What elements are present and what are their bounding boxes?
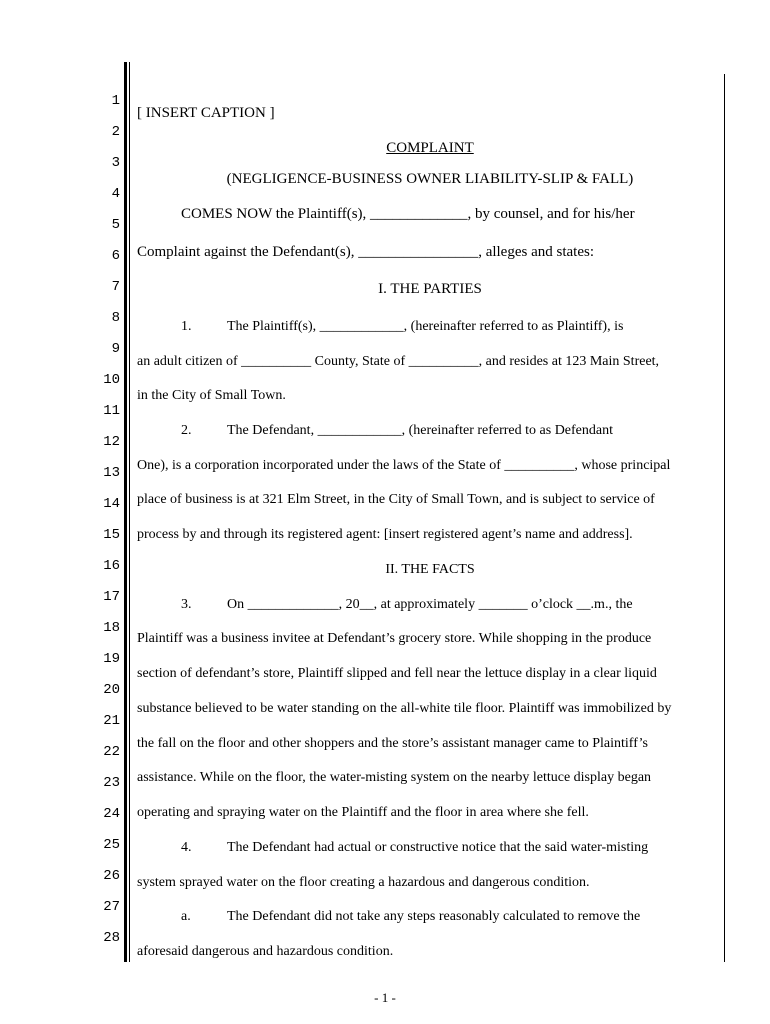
paragraph-3-line-6: assistance. While on the floor, the water-misting system on the nearby lettuce display began [137, 770, 652, 785]
line-number: 3 [111, 155, 120, 171]
subparagraph-a-line-2: aforesaid dangerous and hazardous condition. [137, 944, 394, 959]
line-number: 21 [103, 713, 120, 729]
section-heading-facts: II. THE FACTS [385, 562, 475, 577]
paragraph-3-line-4: substance believed to be water standing on the all-white tile floor. Plaintiff was immobilized by [137, 701, 672, 716]
paragraph-2-number: 2. [181, 423, 192, 438]
line-number: 8 [111, 310, 120, 326]
line-number: 7 [111, 279, 120, 295]
line-number: 19 [103, 651, 120, 667]
line-number: 26 [103, 868, 120, 884]
paragraph-3-line-7: operating and spraying water on the Plaintiff and the floor in area where she fell. [137, 805, 589, 820]
caption-placeholder: [ INSERT CAPTION ] [137, 105, 275, 121]
line-number: 25 [103, 837, 120, 853]
line-number: 28 [103, 930, 120, 946]
document-subtitle: (NEGLIGENCE-BUSINESS OWNER LIABILITY-SLIP & FALL) [226, 171, 634, 187]
line-number: 12 [103, 434, 120, 450]
paragraph-4-line-2: system sprayed water on the floor creating a hazardous and dangerous condition. [137, 875, 590, 890]
subparagraph-a-letter: a. [181, 909, 191, 924]
paragraph-1-line-1: The Plaintiff(s), ____________, (hereinafter referred to as Plaintiff), is [227, 319, 624, 334]
line-number: 5 [111, 217, 120, 233]
right-margin-rule [724, 74, 725, 962]
paragraph-1-line-3: in the City of Small Town. [137, 388, 286, 403]
line-number: 6 [111, 248, 120, 264]
line-number: 22 [103, 744, 120, 760]
intro-line-1: COMES NOW the Plaintiff(s), _____________, by counsel, and for his/her [181, 206, 635, 222]
line-number: 23 [103, 775, 120, 791]
line-number: 11 [103, 403, 120, 419]
paragraph-4-number: 4. [181, 840, 192, 855]
paragraph-2-line-2: One), is a corporation incorporated under the laws of the State of __________, whose principal [137, 458, 671, 473]
line-number: 2 [111, 124, 120, 140]
paragraph-4-line-1: The Defendant had actual or constructive notice that the said water-misting [227, 840, 649, 855]
line-number: 13 [103, 465, 120, 481]
paragraph-1-number: 1. [181, 319, 192, 334]
line-number: 1 [111, 93, 120, 109]
paragraph-3-line-5: the fall on the floor and other shoppers and the store’s assistant manager came to Plaintiff’s [137, 736, 648, 751]
line-number: 17 [103, 589, 120, 605]
paragraph-2-line-4: process by and through its registered agent: [insert registered agent’s name and address]. [137, 527, 633, 542]
line-number: 16 [103, 558, 120, 574]
line-number: 15 [103, 527, 120, 543]
line-number: 18 [103, 620, 120, 636]
paragraph-1-line-2: an adult citizen of __________ County, State of __________, and resides at 123 Main Street, [137, 354, 660, 369]
paragraph-3-number: 3. [181, 597, 192, 612]
paragraph-2-line-3: place of business is at 321 Elm Street, in the City of Small Town, and is subject to service of [137, 492, 655, 507]
line-number: 27 [103, 899, 120, 915]
paragraph-2-line-1: The Defendant, ____________, (hereinafter referred to as Defendant [227, 423, 613, 438]
paragraph-3-line-2: Plaintiff was a business invitee at Defendant’s grocery store. While shopping in the produce [137, 631, 652, 646]
line-number: 10 [103, 372, 120, 388]
line-number: 4 [111, 186, 120, 202]
subparagraph-a-line-1: The Defendant did not take any steps reasonably calculated to remove the [227, 909, 641, 924]
paragraph-3-line-3: section of defendant’s store, Plaintiff slipped and fell near the lettuce display in a clear liquid [137, 666, 657, 681]
intro-line-2: Complaint against the Defendant(s), ________________, alleges and states: [137, 244, 594, 260]
paragraph-3-line-1: On _____________, 20__, at approximately _______ o’clock __.m., the [227, 597, 633, 612]
line-number: 20 [103, 682, 120, 698]
left-margin-rule-thin [129, 62, 130, 962]
line-number: 9 [111, 341, 120, 357]
page-number-footer: - 1 - [374, 990, 396, 1005]
line-number: 14 [103, 496, 120, 512]
document-title: COMPLAINT [386, 140, 474, 156]
left-margin-rule-thick [124, 62, 127, 962]
line-number: 24 [103, 806, 120, 822]
section-heading-parties: I. THE PARTIES [378, 281, 482, 297]
